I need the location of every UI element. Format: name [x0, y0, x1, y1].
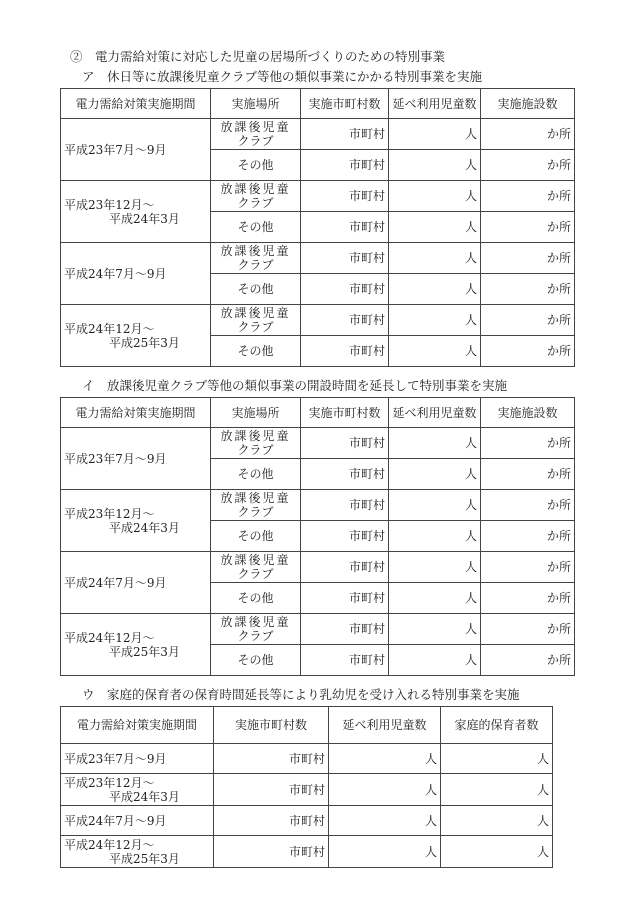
period-cell — [61, 552, 211, 614]
table-row — [61, 490, 575, 521]
facility-count-cell: か所 — [481, 181, 575, 212]
place-line-1: 放課後児童 — [220, 306, 291, 320]
table-b — [60, 397, 575, 676]
municipality-count-cell: 市町村 — [214, 806, 329, 836]
place-cell — [211, 212, 301, 243]
place-cell — [211, 305, 301, 336]
children-count-cell: 人 — [389, 614, 481, 645]
place-cell — [211, 243, 301, 274]
municipality-count-cell: 市町村 — [301, 119, 389, 150]
place-line-1: 放課後児童 — [220, 182, 291, 196]
period-line-1: 平成24年7月～9月 — [64, 575, 167, 590]
municipality-count-cell: 市町村 — [301, 274, 389, 305]
period-cell — [61, 774, 214, 806]
table-row — [61, 181, 575, 212]
municipality-count-cell: 市町村 — [301, 490, 389, 521]
table-row — [61, 836, 553, 868]
place-line-1: その他 — [237, 282, 274, 296]
place-cell — [211, 552, 301, 583]
table-row — [61, 552, 575, 583]
column-header: 実施場所 — [211, 398, 301, 428]
children-count-cell: 人 — [389, 428, 481, 459]
section-c-title: ウ 家庭的保育者の保育時間延長等により乳幼児を受け入れる特別事業を実施 — [82, 687, 520, 702]
column-header: 実施施設数 — [481, 89, 575, 119]
period-cell — [61, 305, 211, 367]
children-count-cell: 人 — [389, 583, 481, 614]
facility-count-cell: か所 — [481, 243, 575, 274]
table-row — [61, 614, 575, 645]
column-header: 電力需給対策実施期間 — [61, 398, 211, 428]
place-line-1: 放課後児童 — [220, 244, 291, 258]
place-line-1: 放課後児童 — [220, 491, 291, 505]
children-count-cell: 人 — [389, 305, 481, 336]
facility-count-cell: か所 — [481, 490, 575, 521]
period-cell — [61, 744, 214, 774]
place-cell — [211, 181, 301, 212]
period-cell — [61, 243, 211, 305]
municipality-count-cell: 市町村 — [301, 428, 389, 459]
caregiver-count-cell: 人 — [441, 806, 553, 836]
facility-count-cell: か所 — [481, 336, 575, 367]
children-count-cell: 人 — [389, 552, 481, 583]
municipality-count-cell: 市町村 — [214, 744, 329, 774]
place-cell — [211, 583, 301, 614]
municipality-count-cell: 市町村 — [301, 614, 389, 645]
place-line-2: クラブ — [237, 258, 274, 272]
place-line-2: クラブ — [237, 629, 274, 643]
place-line-1: その他 — [237, 344, 274, 358]
children-count-cell: 人 — [389, 521, 481, 552]
place-cell — [211, 645, 301, 676]
facility-count-cell: か所 — [481, 583, 575, 614]
place-line-1: その他 — [237, 220, 274, 234]
caregiver-count-cell: 人 — [441, 744, 553, 774]
period-cell — [61, 428, 211, 490]
table-row — [61, 744, 553, 774]
column-header: 電力需給対策実施期間 — [61, 89, 211, 119]
facility-count-cell: か所 — [481, 521, 575, 552]
facility-count-cell: か所 — [481, 645, 575, 676]
place-cell — [211, 490, 301, 521]
period-line-1: 平成24年7月～9月 — [64, 266, 167, 281]
table-row — [61, 305, 575, 336]
facility-count-cell: か所 — [481, 119, 575, 150]
column-header: 実施市町村数 — [214, 707, 329, 744]
municipality-count-cell: 市町村 — [301, 459, 389, 490]
period-line-1: 平成23年12月～ — [64, 506, 155, 521]
children-count-cell: 人 — [389, 645, 481, 676]
municipality-count-cell: 市町村 — [301, 552, 389, 583]
caregiver-count-cell: 人 — [441, 836, 553, 868]
municipality-count-cell: 市町村 — [301, 521, 389, 552]
column-header: 家庭的保育者数 — [441, 707, 553, 744]
facility-count-cell: か所 — [481, 614, 575, 645]
municipality-count-cell: 市町村 — [301, 243, 389, 274]
facility-count-cell: か所 — [481, 459, 575, 490]
children-count-cell: 人 — [389, 150, 481, 181]
period-line-1: 平成23年7月～9月 — [64, 142, 167, 157]
column-header: 実施場所 — [211, 89, 301, 119]
period-cell — [61, 181, 211, 243]
place-line-2: クラブ — [237, 443, 274, 457]
place-line-2: クラブ — [237, 505, 274, 519]
table-row — [61, 428, 575, 459]
place-line-1: その他 — [237, 467, 274, 481]
municipality-count-cell: 市町村 — [301, 583, 389, 614]
table-row — [61, 119, 575, 150]
section-heading: ② 電力需給対策に対応した児童の居場所づくりのための特別事業 — [70, 49, 446, 64]
facility-count-cell: か所 — [481, 212, 575, 243]
period-line-1: 平成24年12月～ — [64, 630, 155, 645]
period-line-2: 平成24年3月 — [109, 520, 180, 535]
facility-count-cell: か所 — [481, 150, 575, 181]
children-count-cell: 人 — [389, 336, 481, 367]
municipality-count-cell: 市町村 — [301, 336, 389, 367]
facility-count-cell: か所 — [481, 552, 575, 583]
municipality-count-cell: 市町村 — [214, 774, 329, 806]
municipality-count-cell: 市町村 — [301, 181, 389, 212]
column-header: 延べ利用児童数 — [389, 89, 481, 119]
section-a-title: ア 休日等に放課後児童クラブ等他の類似事業にかかる特別事業を実施 — [82, 69, 483, 84]
place-cell — [211, 336, 301, 367]
table-row — [61, 243, 575, 274]
municipality-count-cell: 市町村 — [301, 645, 389, 676]
municipality-count-cell: 市町村 — [301, 212, 389, 243]
period-cell — [61, 490, 211, 552]
period-cell — [61, 119, 211, 181]
facility-count-cell: か所 — [481, 305, 575, 336]
period-cell — [61, 614, 211, 676]
place-line-1: 放課後児童 — [220, 553, 291, 567]
column-header: 実施市町村数 — [301, 89, 389, 119]
caregiver-count-cell: 人 — [441, 774, 553, 806]
children-count-cell: 人 — [389, 490, 481, 521]
place-line-1: その他 — [237, 591, 274, 605]
period-line-1: 平成23年12月～ — [64, 775, 155, 790]
period-line-2: 平成25年3月 — [109, 851, 180, 866]
children-count-cell: 人 — [389, 119, 481, 150]
table-row — [61, 806, 553, 836]
children-count-cell: 人 — [389, 181, 481, 212]
period-line-2: 平成25年3月 — [109, 644, 180, 659]
children-count-cell: 人 — [389, 274, 481, 305]
place-cell — [211, 150, 301, 181]
children-count-cell: 人 — [389, 459, 481, 490]
period-line-2: 平成24年3月 — [109, 211, 180, 226]
place-cell — [211, 614, 301, 645]
period-cell — [61, 806, 214, 836]
children-count-cell: 人 — [329, 744, 441, 774]
place-cell — [211, 521, 301, 552]
place-cell — [211, 428, 301, 459]
place-line-1: 放課後児童 — [220, 615, 291, 629]
table-row — [61, 774, 553, 806]
column-header: 延べ利用児童数 — [329, 707, 441, 744]
period-line-1: 平成23年12月～ — [64, 197, 155, 212]
place-line-1: その他 — [237, 653, 274, 667]
table-c — [60, 706, 553, 868]
place-line-2: クラブ — [237, 320, 274, 334]
place-line-1: その他 — [237, 158, 274, 172]
municipality-count-cell: 市町村 — [301, 305, 389, 336]
place-line-1: 放課後児童 — [220, 429, 291, 443]
children-count-cell: 人 — [329, 836, 441, 868]
period-cell — [61, 836, 214, 868]
column-header: 電力需給対策実施期間 — [61, 707, 214, 744]
period-line-1: 平成23年7月～9月 — [64, 451, 167, 466]
period-line-2: 平成24年3月 — [109, 789, 180, 804]
section-b-title: イ 放課後児童クラブ等他の類似事業の開設時間を延長して特別事業を実施 — [82, 378, 508, 393]
period-line-2: 平成25年3月 — [109, 335, 180, 350]
place-line-2: クラブ — [237, 134, 274, 148]
column-header: 実施施設数 — [481, 398, 575, 428]
place-cell — [211, 274, 301, 305]
column-header: 延べ利用児童数 — [389, 398, 481, 428]
place-line-1: 放課後児童 — [220, 120, 291, 134]
facility-count-cell: か所 — [481, 428, 575, 459]
period-line-1: 平成24年12月～ — [64, 321, 155, 336]
children-count-cell: 人 — [329, 806, 441, 836]
municipality-count-cell: 市町村 — [301, 150, 389, 181]
column-header: 実施市町村数 — [301, 398, 389, 428]
period-line-1: 平成24年12月～ — [64, 837, 155, 852]
facility-count-cell: か所 — [481, 274, 575, 305]
period-line-1: 平成23年7月～9月 — [64, 751, 167, 766]
table-a — [60, 88, 575, 367]
children-count-cell: 人 — [389, 212, 481, 243]
children-count-cell: 人 — [329, 774, 441, 806]
place-line-2: クラブ — [237, 567, 274, 581]
municipality-count-cell: 市町村 — [214, 836, 329, 868]
period-line-1: 平成24年7月～9月 — [64, 813, 167, 828]
place-cell — [211, 119, 301, 150]
place-line-1: その他 — [237, 529, 274, 543]
place-line-2: クラブ — [237, 196, 274, 210]
place-cell — [211, 459, 301, 490]
children-count-cell: 人 — [389, 243, 481, 274]
